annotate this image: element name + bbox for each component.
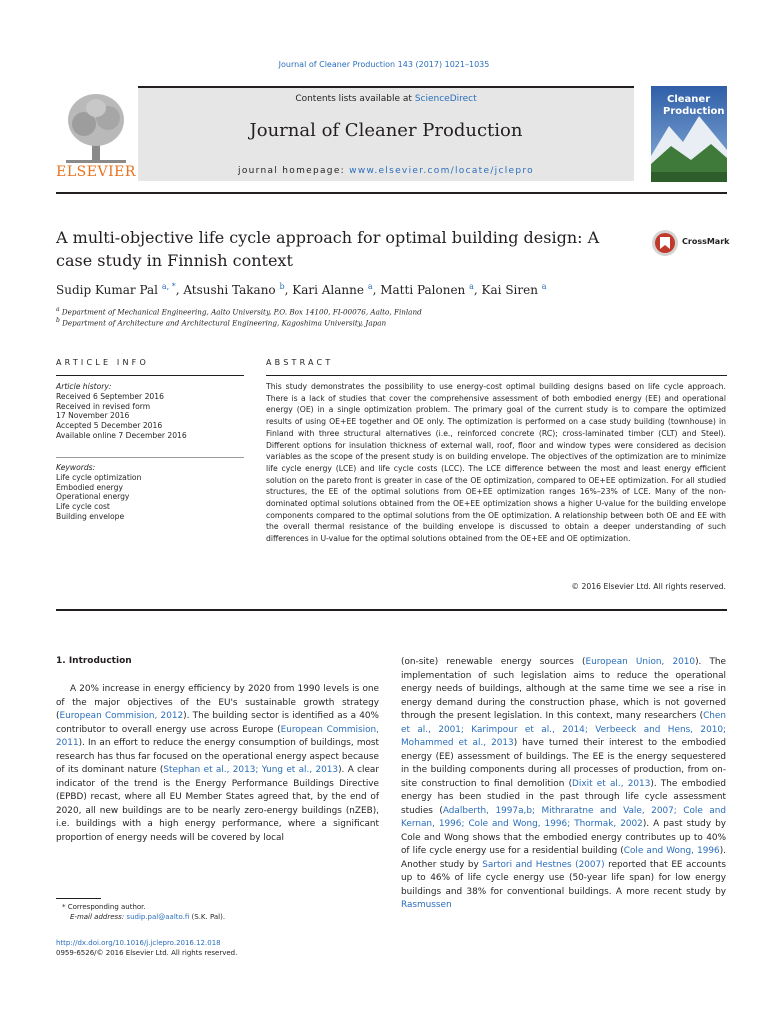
history-label: Article history: — [56, 382, 112, 391]
cover-title-line1: Cleaner — [667, 94, 711, 105]
citation-link[interactable]: Sartori and Hestnes (2007) — [482, 859, 605, 870]
citation-link[interactable]: Rasmussen — [401, 900, 452, 910]
doi-link-text[interactable]: http://dx.doi.org/10.1016/j.jclepro.2016.12.018 — [56, 939, 221, 947]
author-affiliation-marker[interactable]: a — [469, 282, 474, 291]
keywords-block — [56, 463, 244, 522]
abstract-bottom-rule — [56, 609, 727, 611]
contents-line — [138, 94, 634, 104]
keywords-label: Keywords: — [56, 463, 96, 472]
affiliation-a-marker: a — [56, 306, 60, 313]
elsevier-logo — [56, 88, 136, 184]
cover-title-line2: Production — [663, 106, 725, 117]
abstract-text: This study demonstrates the possibility to use energy-cost optimal building designs based on life cycle approach. There is a lack of studies that cover the comprehensive assessment of both embodied energy (EE) and operational energy (OE) in a single optimization problem. The primary goal of the current study is to compare the optimized results of using OE+EE together and OE only. The optimization is performed on a case study building (townhouse) in Finland with three structural alternatives (i.e., reinforced concrete (RC); cross-laminated timber (CLT) and Steel). Different options for insulation thickness of external wall, roof, floor and window types were considered as decision variables as the scope of the present study is on building envelope. The objectives of the optimization are to minimize life cycle energy (LCE) and life cycle costs (LCC). The LCE difference between the most and least energy efficient solution on the pareto front is greater in case of the OE optimization, compared to OE+EE optimization. For all studied structures, the EE of the optimal solutions from OE+EE optimization ranges 16%–23% of LCE. Many of the non-dominated optimal solutions obtained from the OE+EE optimization shows a higher U-value for the building envelope components compared to the optimal solutions from the OE optimization. A relationship between both OE and EE with the overall thermal resistance of the building envelope is discussed to obtain a deeper understanding of such differences in U-value for the optimal solutions obtained from the OE+EE and OE optimization. — [266, 382, 726, 544]
author-affiliation-marker[interactable]: b — [279, 282, 285, 291]
footnote-rule — [56, 898, 101, 899]
keyword-item: Operational energy — [56, 492, 130, 502]
citation-link[interactable]: European Union, 2010 — [585, 657, 696, 667]
sciencedirect-link[interactable]: ScienceDirect — [414, 94, 477, 104]
body-text: reported that EE accounts up to 46% of life cycle energy use (50-year life span) for low energy buildings and 38% for conventional buildings. A more recent study by — [401, 859, 727, 897]
intro-left-column — [56, 683, 379, 845]
abstract-heading: ABSTRACT — [266, 358, 334, 367]
journal-homepage — [138, 166, 634, 176]
citation-link[interactable]: European Commision, 2012 — [59, 711, 184, 721]
affiliation-a-text: Department of Mechanical Engineering, Aalto University, P.O. Box 14100, FI-00076, Aalto, Finland — [61, 307, 422, 317]
body-text: ). Another study by — [401, 846, 726, 870]
doi-link[interactable] — [56, 938, 221, 948]
keyword-item: Life cycle cost — [56, 502, 110, 512]
author-name[interactable]: Sudip Kumar Pal — [56, 283, 159, 297]
corresponding-author-note: * Corresponding author. — [62, 903, 146, 911]
author-affiliation-marker[interactable]: a, * — [161, 282, 176, 291]
keywords-divider — [56, 457, 244, 458]
author-name[interactable]: Kai Siren — [481, 283, 538, 297]
history-received: Received 6 September 2016 — [56, 391, 164, 401]
body-text: ). A clear indicator of the trend is the Energy Performance Buildings Directive (EPBD) recast, where all EU Member States agreed that, by the end of 2020, all new buildings are to be nearly zero-energy buildings (nZEB), i.e. buildings with a high energy performance, where a significant proportion of energy needs will be covered by local — [56, 765, 380, 843]
author-affiliation-marker[interactable]: a — [367, 282, 373, 291]
affiliation-b-text: Department of Architecture and Architectural Engineering, Kagoshima University, Japan — [62, 318, 387, 328]
keyword-item: Building envelope — [56, 511, 125, 521]
citation-link[interactable]: Chen et al., 2001; Karimpour et al., 2014; Verbeeck and Hens, 2010; Mohammed et al., 2013 — [401, 711, 726, 748]
article-title: A multi-objective life cycle approach for optimal building design: A case study in Finnish context — [56, 228, 600, 270]
citation-link[interactable]: Adalberth, 1997a,b; Mithraratne and Vale, 2007; Cole and Kernan, 1996; Cole and Wong, 1996; Thormak, 2002 — [401, 805, 726, 829]
publisher-wordmark: ELSEVIER — [56, 164, 136, 180]
crossmark-label: CrossMark — [682, 237, 730, 246]
abstract-copyright: © 2016 Elsevier Ltd. All rights reserved. — [571, 582, 726, 591]
keyword-item: Embodied energy — [56, 482, 123, 492]
body-text: A 20% increase in energy efficiency by 2020 from 1990 levels is one of the major objectives of the EU's sustainable growth strategy ( — [56, 684, 379, 721]
intro-right-column — [401, 656, 726, 913]
issn-line: 0959-6526/© 2016 Elsevier Ltd. All rights reserved. — [56, 949, 238, 957]
email-link[interactable]: sudip.pal@aalto.fi — [126, 913, 190, 921]
author-name[interactable]: Matti Palonen — [380, 283, 466, 297]
body-text: ). The implementation of such legislation aims to reduce the operational energy needs of buildings, although at the same time we see a rise in energy demand during the construction phase, which is not governed through the present legislation. In this context, many researchers ( — [401, 657, 726, 721]
journal-title: Journal of Cleaner Production — [249, 120, 523, 141]
journal-cover-image[interactable] — [651, 86, 727, 182]
homepage-link[interactable]: www.elsevier.com/locate/jclepro — [349, 166, 534, 176]
article-info-heading: ARTICLE INFO — [56, 358, 149, 367]
abstract-rule — [266, 375, 727, 376]
author-name[interactable]: Kari Alanne — [292, 283, 364, 297]
body-text: ). A past study by Cole and Wong shows that the embodied energy contributes up to 40% of life cycle energy use for a residential building ( — [401, 819, 726, 856]
introduction-heading: 1. Introduction — [56, 656, 132, 666]
history-accepted: Accepted 5 December 2016 — [56, 421, 163, 431]
email-label: E-mail address: — [70, 913, 127, 921]
header-bottom-rule — [56, 192, 727, 194]
history-revised-date: 17 November 2016 — [56, 411, 130, 421]
email-note — [56, 912, 225, 922]
body-text: ). In an effort to reduce the energy consumption of buildings, most research has thus far focused on the operational energy aspect because of its dominant nature ( — [56, 738, 379, 775]
history-available: Available online 7 December 2016 — [56, 430, 187, 440]
article-history — [56, 382, 244, 441]
body-text: (on-site) renewable energy sources ( — [401, 657, 586, 667]
contents-prefix: Contents lists available at — [295, 94, 415, 104]
citation-link[interactable]: European Commision, 2011 — [56, 724, 379, 748]
crossmark-icon — [651, 229, 679, 257]
body-text: ). The embodied energy has been studied in the past through life cycle assessment studies ( — [401, 778, 727, 816]
keyword-item: Life cycle optimization — [56, 472, 142, 482]
history-revised-label: Received in revised form — [56, 401, 151, 411]
citation-link[interactable]: Stephan et al., 2013; Yung et al., 2013 — [163, 765, 339, 775]
author-name[interactable]: Atsushi Takano — [183, 283, 276, 297]
article-info-rule — [56, 375, 244, 376]
body-text: ) have turned their interest to the embodied energy (EE) assessment of buildings. The EE is the energy sequestered in the building components during all processes of production, from on-site construction to final demolition ( — [401, 738, 726, 789]
affiliation-b-marker: b — [56, 317, 60, 324]
affiliation-a — [56, 306, 716, 316]
citation-link[interactable]: Cole and Wong, 1996 — [623, 846, 720, 856]
author-list: Sudip Kumar Pal $^{a, *}$, Atsushi Takano $^b$, Kari Alanne $^a$, Matti Palonen $^a$, Kai Siren $^a$ — [56, 282, 547, 297]
body-text: ). The building sector is identified as a 40% contributor to overall energy use across Europe ( — [56, 711, 379, 735]
author-affiliation-marker[interactable]: a — [541, 282, 547, 291]
journal-citation-link[interactable]: Journal of Cleaner Production 143 (2017) 1021–1035 — [278, 60, 490, 69]
affiliation-b — [56, 317, 716, 327]
email-suffix: (S.K. Pal). — [189, 913, 226, 921]
citation-link[interactable]: Dixit et al., 2013 — [572, 778, 651, 789]
homepage-prefix: journal homepage: — [238, 166, 350, 176]
crossmark-badge[interactable] — [651, 229, 731, 257]
